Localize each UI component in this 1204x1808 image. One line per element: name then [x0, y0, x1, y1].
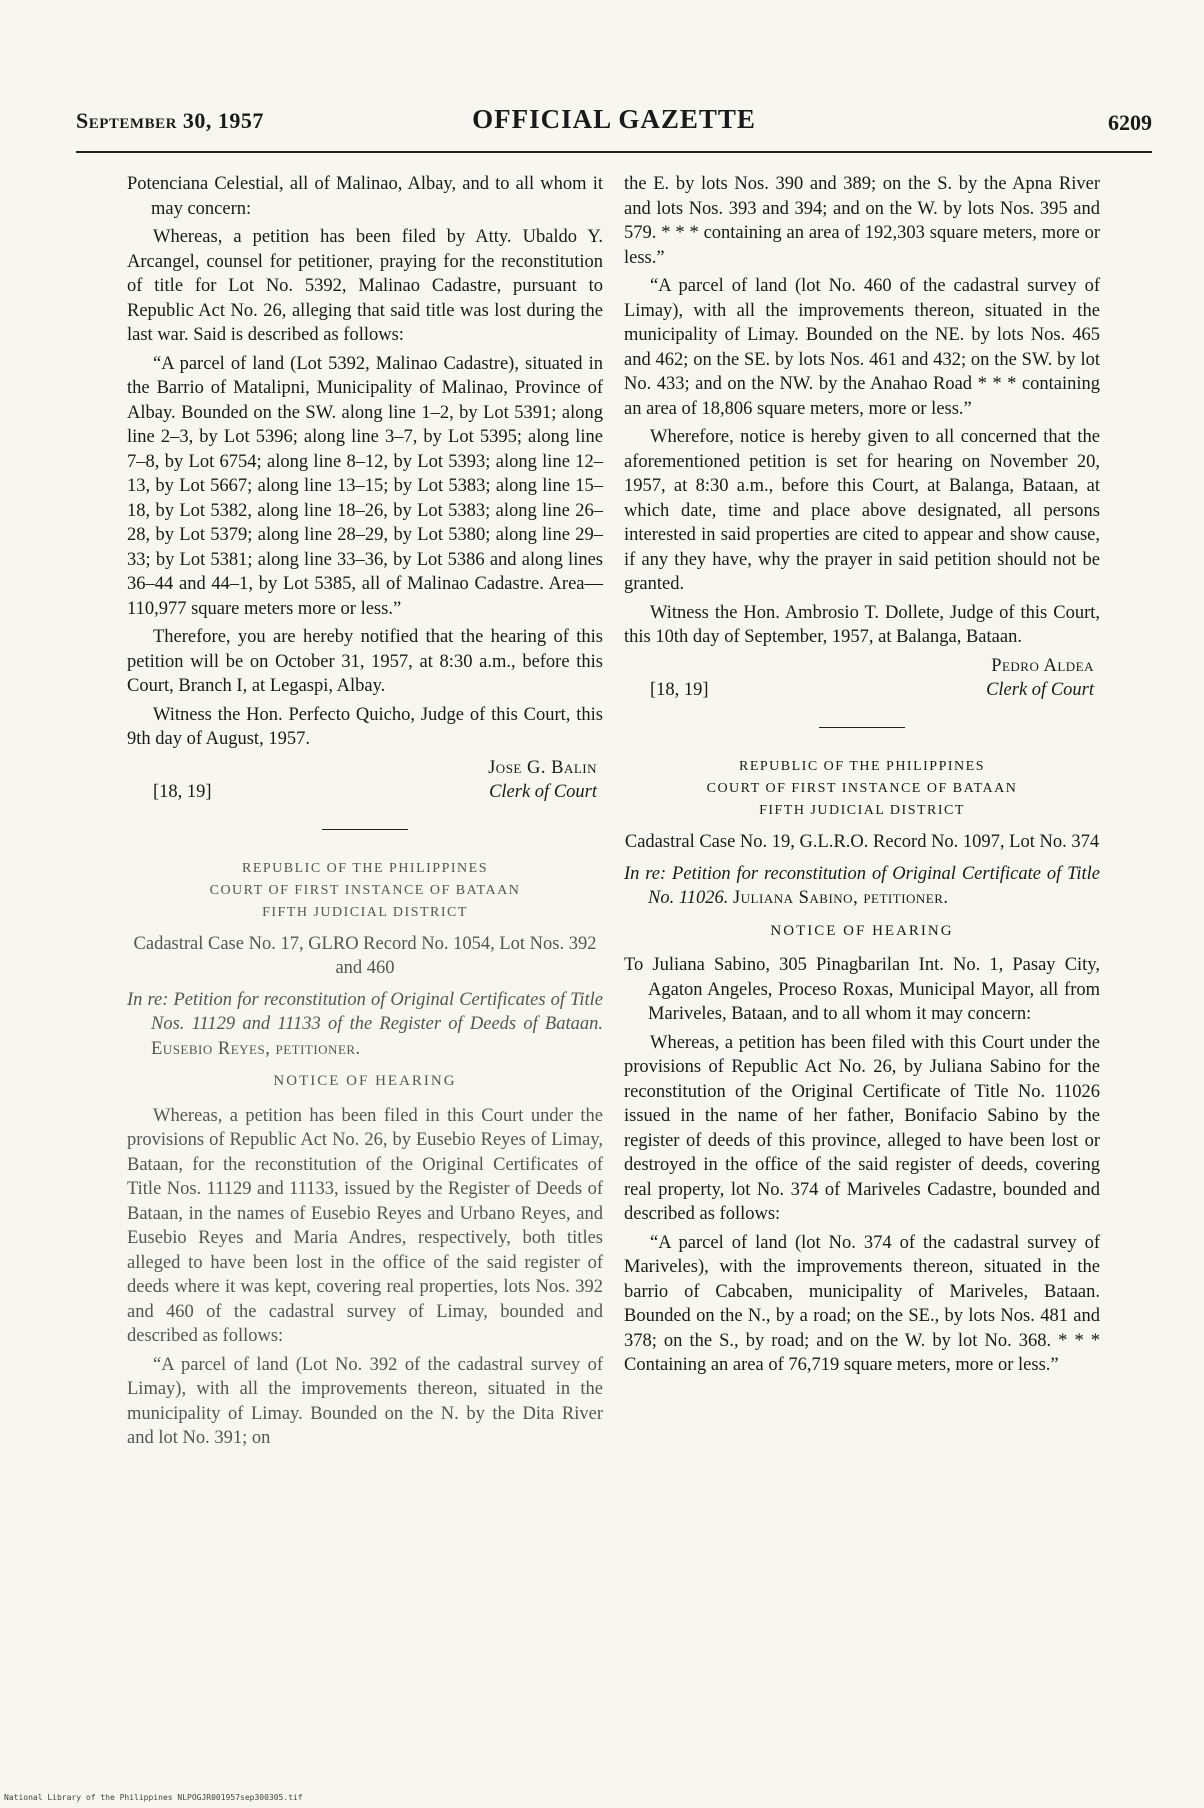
paragraph: the E. by lots Nos. 390 and 389; on the S. by the Apna River and lots Nos. 393 and 394; and on the W. by lots Nos. 395 and 579. * * * containing an area of 192,303 square meters, more or less.” [624, 174, 1100, 268]
case-number: Cadastral Case No. 19, G.L.R.O. Record No. 1097, Lot No. 374 [624, 831, 1100, 852]
case-caption-text: In re: Petition for reconstitution of Original Certificate of Title No. 11026. [624, 863, 1100, 908]
paragraph: “A parcel of land (lot No. 460 of the cadastral survey of Limay), with all the improvements thereon, situated in the municipality of Limay. Bounded on the NE. by lots Nos. 465 and 462; on the SE. by lots Nos. 461 and 432; on the SW. by lot No. 433; and on the NW. by the Anahao Road * * * containing an area of 18,806 square meters, more or less.” [624, 276, 1100, 419]
paragraph: Witness the Hon. Perfecto Quicho, Judge of this Court, this 9th day of August, 1957. [127, 704, 603, 749]
paragraph: “A parcel of land (Lot 5392, Malinao Cadastre), situated in the Barrio of Matalipni, Municipality of Malinao, Province of Albay. Bounded on the SW. along line 1–2, by Lot 5391; along line 2–3, by Lot 5396; along line 3–7, by Lot 5395; along line 7–8, by Lot 6754; along line 8–12, by Lot 5393; along line 12–13, by Lot 5667; along line 13–15; by Lot 5383; along line 15–18, by Lot 5382, along line 18–26, by Lot 5383; along line 26–28, by Lot 5379; along line 28–29, by Lot 5380; along line 29–33; by Lot 5381; along line 33–36, by Lot 5386 and along lines 36–44 and 44–1, by Lot 5385, all of Malinao Cadastre. Area—110,977 square meters more or less.” [127, 353, 603, 619]
paragraph: Whereas, a petition has been filed by Atty. Ubaldo Y. Arcangel, counsel for petitioner, praying for the reconstitution of title for Lot No. 5392, Malinao Cadastre, pursuant to Republic Act No. 26, alleging that said title was lost during the last war. Said is described as follows: [127, 227, 603, 345]
case-caption [624, 862, 1100, 911]
left-column [127, 172, 603, 1455]
court-heading: REPUBLIC OF THE PHILIPPINES [242, 860, 488, 876]
signature-block [624, 654, 1100, 703]
paragraph: Whereas, a petition has been filed with this Court under the provisions of Republic Act No. 26, by Juliana Sabino for the reconstitution of the Original Certificate of Title No. 11026 issued in the name of her father, Bonifacio Sabino by the register of deeds of this province, alleged to have been lost or destroyed in the office of the said register of deeds, covering real property, lot No. 374 of Mariveles Cadastre, bounded and described as follows: [624, 1032, 1100, 1224]
court-heading: REPUBLIC OF THE PHILIPPINES [739, 758, 985, 774]
paragraph: Therefore, you are hereby notified that the hearing of this petition will be on October 31, 1957, at 8:30 a.m., before this Court, Branch I, at Legaspi, Albay. [127, 627, 603, 696]
signatory-name: Pedro Aldea [991, 655, 1094, 676]
right-column [624, 172, 1100, 1382]
signatory-name: Jose G. Balin [488, 757, 597, 778]
scan-source-footer: National Library of the Philippines NLPOGJR001957sep300305.tif [4, 1793, 303, 1802]
paragraph: “A parcel of land (Lot No. 392 of the cadastral survey of Limay), with all the improvements thereon, situated in the municipality of Limay. Bounded on the N. by the Dita River and lot No. 391; on [127, 1354, 603, 1448]
issue-date: September 30, 1957 [76, 108, 264, 133]
signature-block [127, 756, 603, 805]
header-rule [76, 151, 1152, 153]
case-number: Cadastral Case No. 17, GLRO Record No. 1054, Lot Nos. 392 and 460 [133, 933, 597, 978]
court-heading: COURT OF FIRST INSTANCE OF BATAAN [706, 780, 1018, 796]
petitioner-name: Eusebio Reyes, petitioner. [151, 1038, 361, 1059]
paragraph: Wherefore, notice is hereby given to all concerned that the aforementioned petition is set for hearing on November 20, 1957, at 8:30 a.m., before this Court, at Balanga, Bataan, at which date, time and place above designated, all persons interested in said properties are cited to appear and show cause, if any they have, why the prayer in said petition should not be granted. [624, 427, 1100, 594]
notice-title: NOTICE OF HEARING [273, 1073, 457, 1089]
page-number: 6209 [1108, 110, 1152, 135]
issue-reference: [18, 19] [650, 680, 709, 700]
signatory-role: Clerk of Court [489, 782, 597, 802]
section-separator [819, 727, 905, 728]
paragraph: “A parcel of land (lot No. 374 of the cadastral survey of Mariveles), with the improvements thereon, situated in the barrio of Cabcaben, municipality of Mariveles, Bataan. Bounded on the N., by a road; on the SE., by lots Nos. 481 and 378; on the S., by road; and on the W. by lot No. 368. * * * Containing an area of 76,719 square meters, more or less.” [624, 1232, 1100, 1375]
case-caption [127, 988, 603, 1062]
notice-title: NOTICE OF HEARING [770, 922, 954, 939]
court-heading: COURT OF FIRST INSTANCE OF BATAAN [209, 882, 521, 898]
petitioner-name: Juliana Sabino, petitioner. [732, 888, 949, 908]
court-heading: FIFTH JUDICIAL DISTRICT [262, 904, 468, 920]
signatory-role: Clerk of Court [986, 680, 1094, 700]
publication-title: OFFICIAL GAZETTE [472, 104, 756, 134]
issue-reference: [18, 19] [153, 782, 212, 802]
page-header [76, 104, 1152, 148]
paragraph: Whereas, a petition has been filed in this Court under the provisions of Republic Act No. 26, by Eusebio Reyes of Limay, Bataan, for the reconstitution of the Original Certificates of Title Nos. 11129 and 11133, issued by the Register of Deeds of Bataan, in the names of Eusebio Reyes and Urbano Reyes, and Eusebio Reyes and Maria Andres, respectively, both titles alleged to have been lost in the office of the said register of deeds where it was kept, covering real properties, lots Nos. 392 and 460 of the cadastral survey of Limay, bounded and described as follows: [127, 1105, 603, 1346]
addressees-text: Potenciana Celestial, all of Malinao, Albay, and to all whom it may concern: [127, 174, 603, 219]
court-heading: FIFTH JUDICIAL DISTRICT [759, 802, 965, 818]
case-caption-text: In re: Petition for reconstitution of Original Certificates of Title Nos. 11129 and 11133 of the Register of Deeds of Bataan. [127, 989, 603, 1034]
addressees-text: To Juliana Sabino, 305 Pinagbarilan Int. No. 1, Pasay City, Agaton Angeles, Proceso Roxas, Municipal Mayor, all from Mariveles, Bataan, and to all whom it may concern: [624, 955, 1100, 1024]
paragraph: Witness the Hon. Ambrosio T. Dollete, Judge of this Court, this 10th day of September, 1957, at Balanga, Bataan. [624, 602, 1100, 647]
section-separator [322, 829, 408, 830]
